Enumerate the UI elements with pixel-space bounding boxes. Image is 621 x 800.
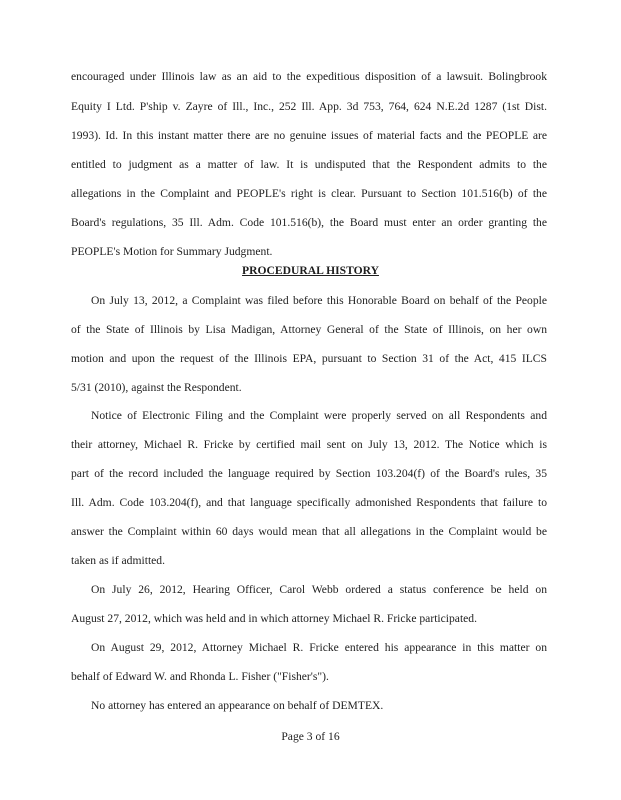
body-line: Equity I Ltd. P'ship v. Zayre of Ill., Inc., 252 Ill. App. 3d 753, 764, 624 N.E.2d 1287 (1st Dist.	[71, 100, 547, 113]
body-line: encouraged under Illinois law as an aid to the expeditious disposition of a lawsuit. Bolingbrook	[71, 70, 547, 83]
body-line: PEOPLE's Motion for Summary Judgment.	[71, 245, 273, 258]
page-number: Page 3 of 16	[281, 730, 340, 743]
body-line: motion and upon the request of the Illinois EPA, pursuant to Section 31 of the Act, 415 ILCS	[71, 352, 547, 365]
body-line: their attorney, Michael R. Fricke by certified mail sent on July 13, 2012. The Notice which is	[71, 438, 547, 451]
body-line: Notice of Electronic Filing and the Complaint were properly served on all Respondents and	[91, 409, 547, 422]
body-line: August 27, 2012, which was held and in which attorney Michael R. Fricke participated.	[71, 612, 478, 625]
body-line: On August 29, 2012, Attorney Michael R. Fricke entered his appearance in this matter on	[91, 641, 547, 654]
body-line: 1993). Id. In this instant matter there are no genuine issues of material facts and the PEOPLE are	[71, 129, 547, 142]
body-line: On July 26, 2012, Hearing Officer, Carol Webb ordered a status conference be held on	[91, 583, 547, 596]
body-line: of the State of Illinois by Lisa Madigan, Attorney General of the State of Illinois, on her own	[71, 323, 547, 336]
section-heading: PROCEDURAL HISTORY	[242, 264, 379, 277]
body-line: allegations in the Complaint and PEOPLE's right is clear. Pursuant to Section 101.516(b) of the	[71, 187, 547, 200]
body-line: behalf of Edward W. and Rhonda L. Fisher ("Fisher's").	[71, 670, 329, 683]
body-line: On July 13, 2012, a Complaint was filed before this Honorable Board on behalf of the People	[91, 294, 547, 307]
body-line: answer the Complaint within 60 days would mean that all allegations in the Complaint would be	[71, 525, 547, 538]
body-line: part of the record included the language required by Section 103.204(f) of the Board's rules, 35	[71, 467, 547, 480]
body-line: No attorney has entered an appearance on behalf of DEMTEX.	[91, 699, 384, 712]
body-line: Board's regulations, 35 Ill. Adm. Code 101.516(b), the Board must enter an order granting the	[71, 216, 547, 229]
body-line: 5/31 (2010), against the Respondent.	[71, 381, 242, 394]
body-line: taken as if admitted.	[71, 554, 166, 567]
body-line: Ill. Adm. Code 103.204(f), and that language specifically admonished Respondents that failure to	[71, 496, 547, 509]
body-line: entitled to judgment as a matter of law. It is undisputed that the Respondent admits to the	[71, 158, 547, 171]
